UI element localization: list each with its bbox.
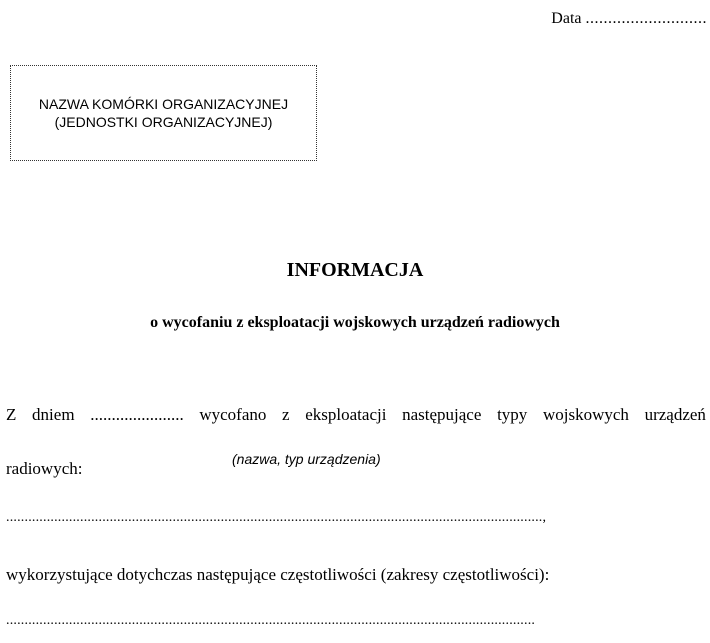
document-title: INFORMACJA <box>286 259 424 281</box>
organization-unit-box <box>10 65 317 161</box>
org-box-line-1: NAZWA KOMÓRKI ORGANIZACYJNEJ <box>38 96 289 112</box>
date-label: Data <box>551 10 582 27</box>
paragraph-line-2: radiowych: <box>6 459 83 478</box>
word: wojskowych <box>542 405 629 424</box>
device-list-fill-field[interactable]: ................................................................................................................................................., <box>6 510 547 525</box>
word: typy <box>497 405 528 424</box>
date-line <box>551 10 707 28</box>
word: następujące <box>402 405 482 424</box>
device-hint-label: (nazwa, typ urządzenia) <box>232 451 381 467</box>
word: Z <box>6 405 17 424</box>
paragraph-line-1 <box>6 405 706 425</box>
paragraph-line-3: wykorzystujące dotychczas następujące częstotliwości (zakresy częstotliwości): <box>6 565 550 584</box>
word: z <box>282 405 290 424</box>
document-subtitle: o wycofaniu z eksploatacji wojskowych urządzeń radiowych <box>150 314 560 331</box>
org-box-line-2: (JEDNOSTKI ORGANIZACYJNEJ) <box>54 114 273 130</box>
word: eksploatacji <box>305 405 387 424</box>
date-withdrawal-fill-field[interactable]: ...................... <box>90 405 184 424</box>
word: urządzeń <box>644 405 706 424</box>
date-fill-field[interactable]: ........................... <box>585 10 707 27</box>
frequencies-fill-field[interactable]: ............................................................................................................................................... <box>6 613 536 628</box>
word: wycofano <box>199 405 267 424</box>
word: dniem <box>32 405 75 424</box>
